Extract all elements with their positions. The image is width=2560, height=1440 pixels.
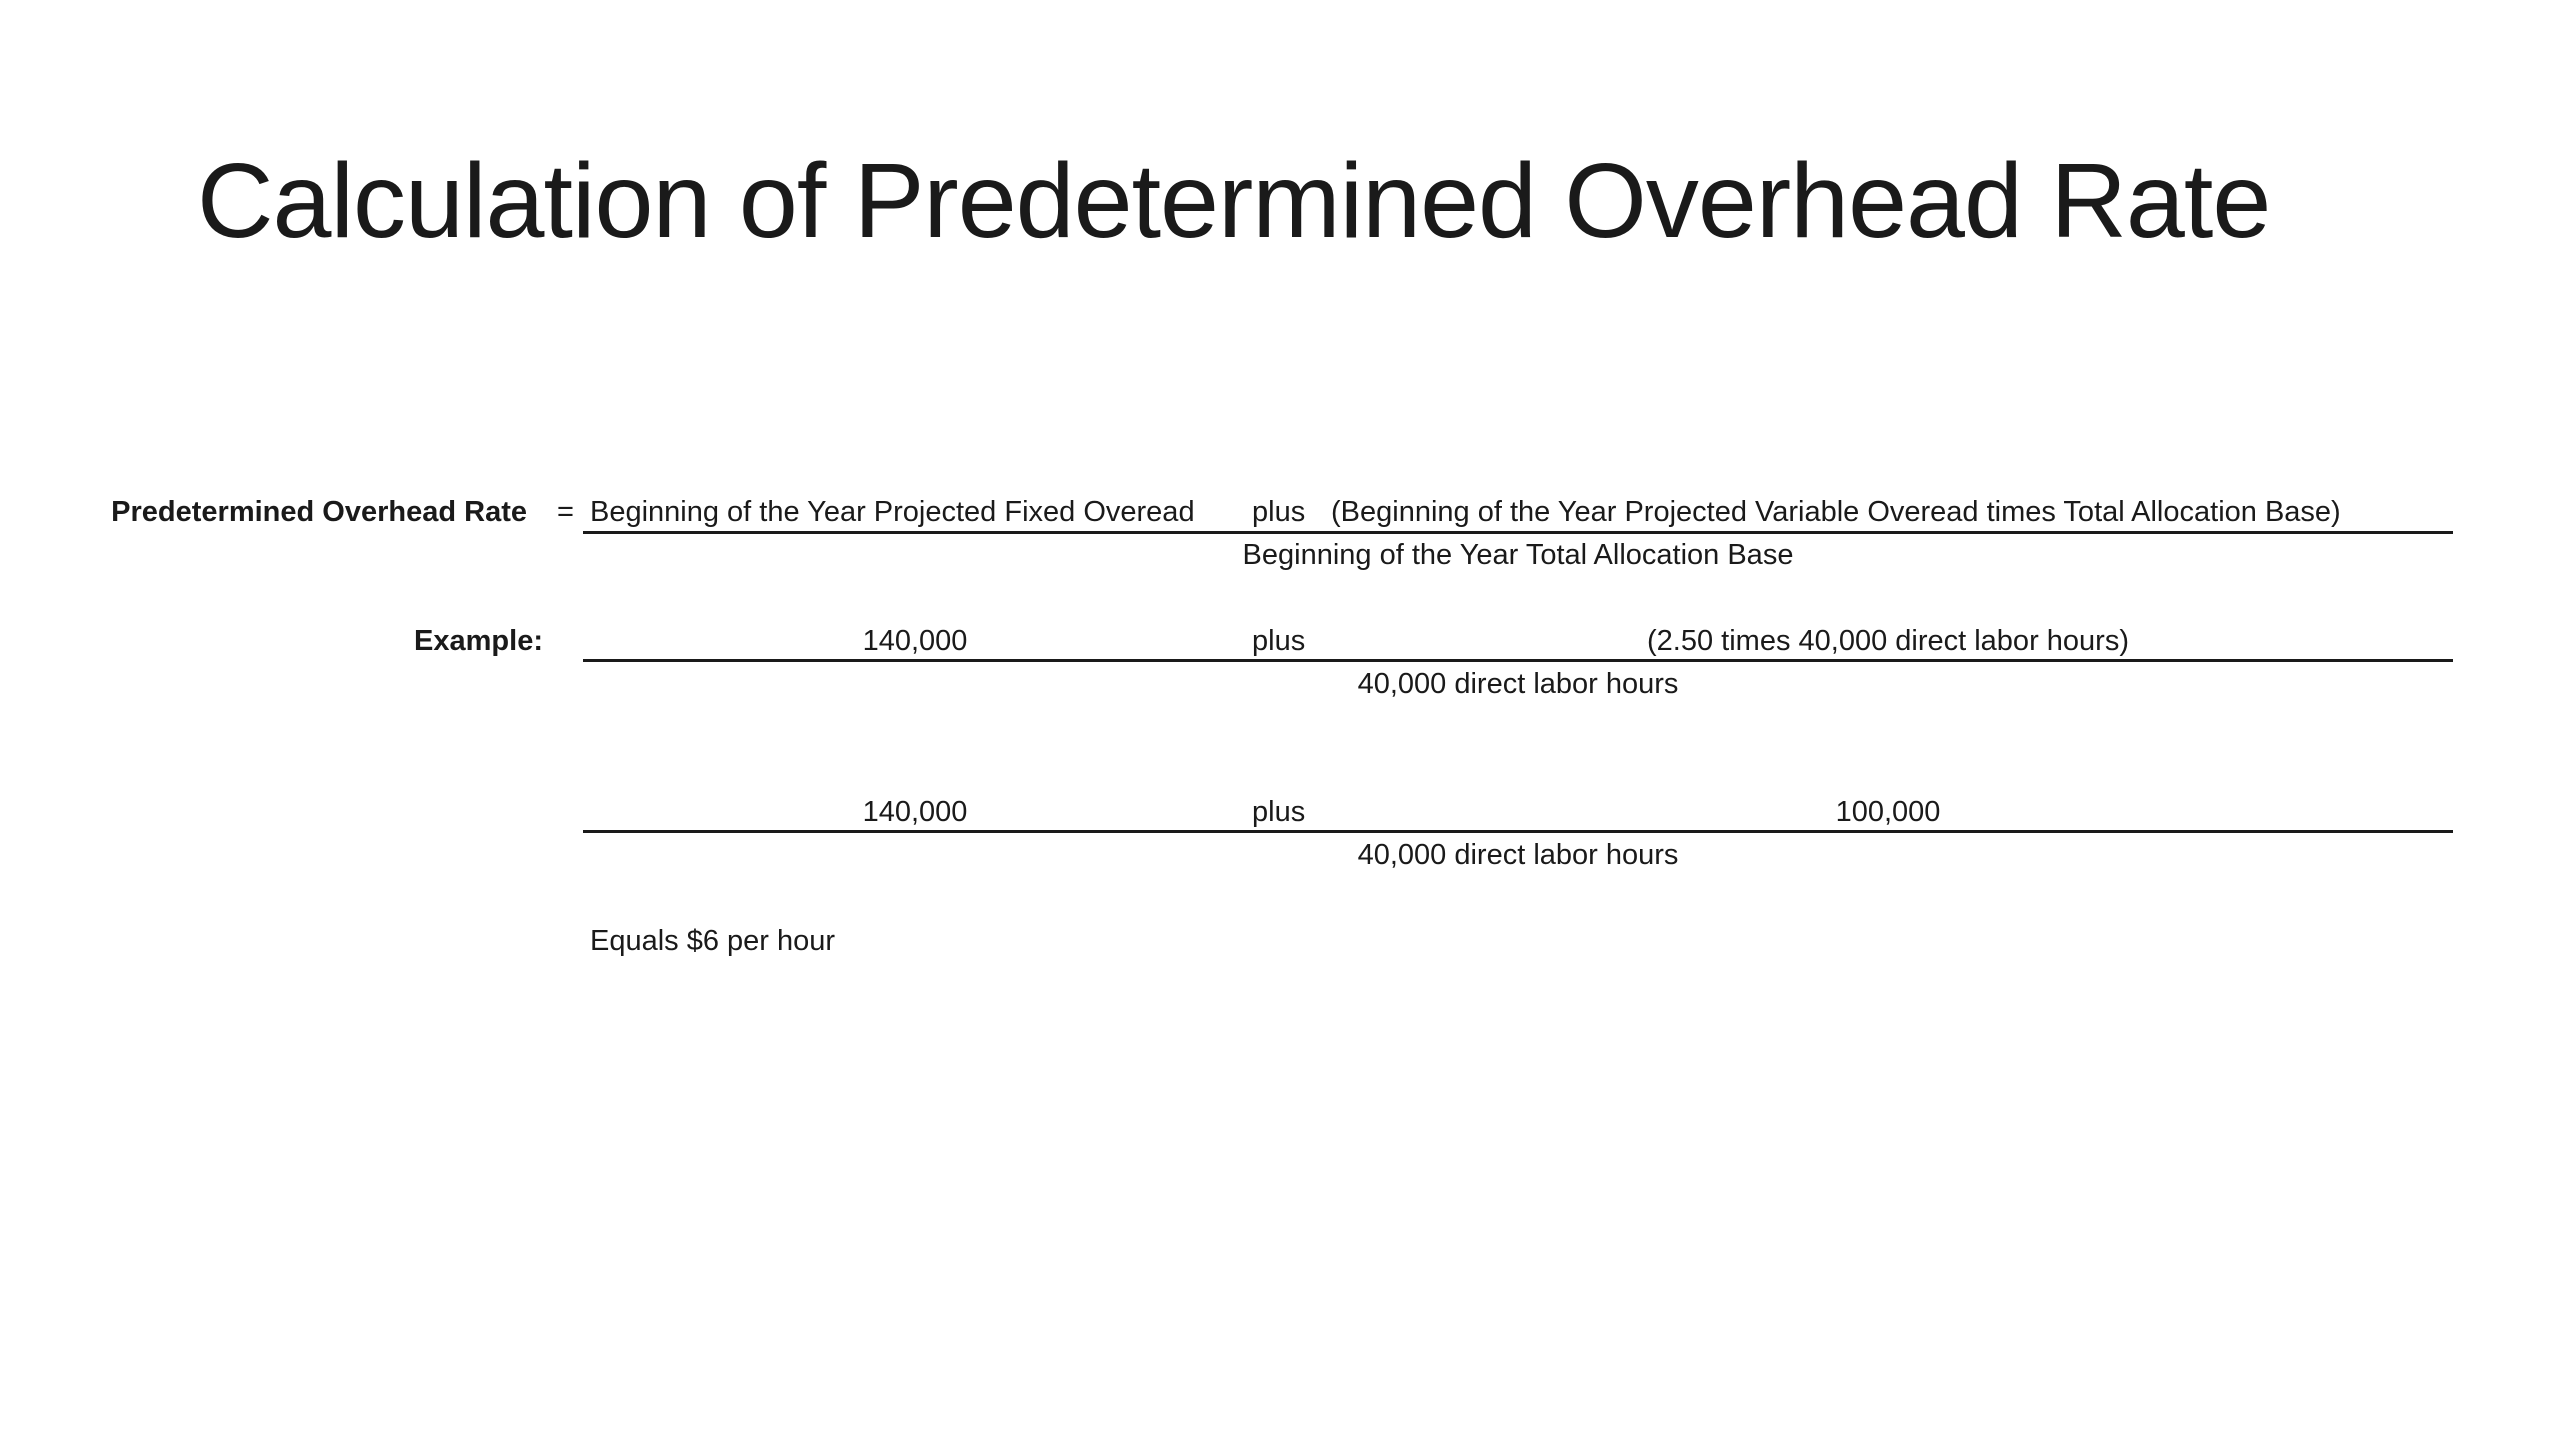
formula-label: Predetermined Overhead Rate: [111, 496, 527, 528]
example-fraction-bar: [583, 659, 2453, 662]
formula-numerator-plus: plus: [1252, 496, 1306, 528]
result-text: Equals $6 per hour: [590, 925, 836, 957]
formula-denominator: Beginning of the Year Total Allocation Base: [1242, 539, 1794, 571]
formula-numerator-variable: (Beginning of the Year Projected Variable Overead times Total Allocation Base): [1331, 496, 2341, 528]
simplified-fraction-bar: [583, 830, 2453, 833]
equals-sign: =: [557, 496, 574, 528]
simplified-numerator-fixed: 140,000: [862, 796, 968, 828]
example-numerator-variable: (2.50 times 40,000 direct labor hours): [1647, 625, 2129, 657]
page-title: Calculation of Predetermined Overhead Rate: [197, 142, 2271, 260]
example-denominator: 40,000 direct labor hours: [1357, 668, 1679, 700]
formula-numerator-fixed: Beginning of the Year Projected Fixed Overead: [590, 496, 1195, 528]
simplified-numerator-variable: 100,000: [1835, 796, 1941, 828]
simplified-numerator-plus: plus: [1252, 796, 1306, 828]
example-numerator-fixed: 140,000: [862, 625, 968, 657]
example-numerator-plus: plus: [1252, 625, 1306, 657]
formula-fraction-bar: [583, 531, 2453, 534]
example-label: Example:: [414, 625, 543, 657]
simplified-denominator: 40,000 direct labor hours: [1357, 839, 1679, 871]
